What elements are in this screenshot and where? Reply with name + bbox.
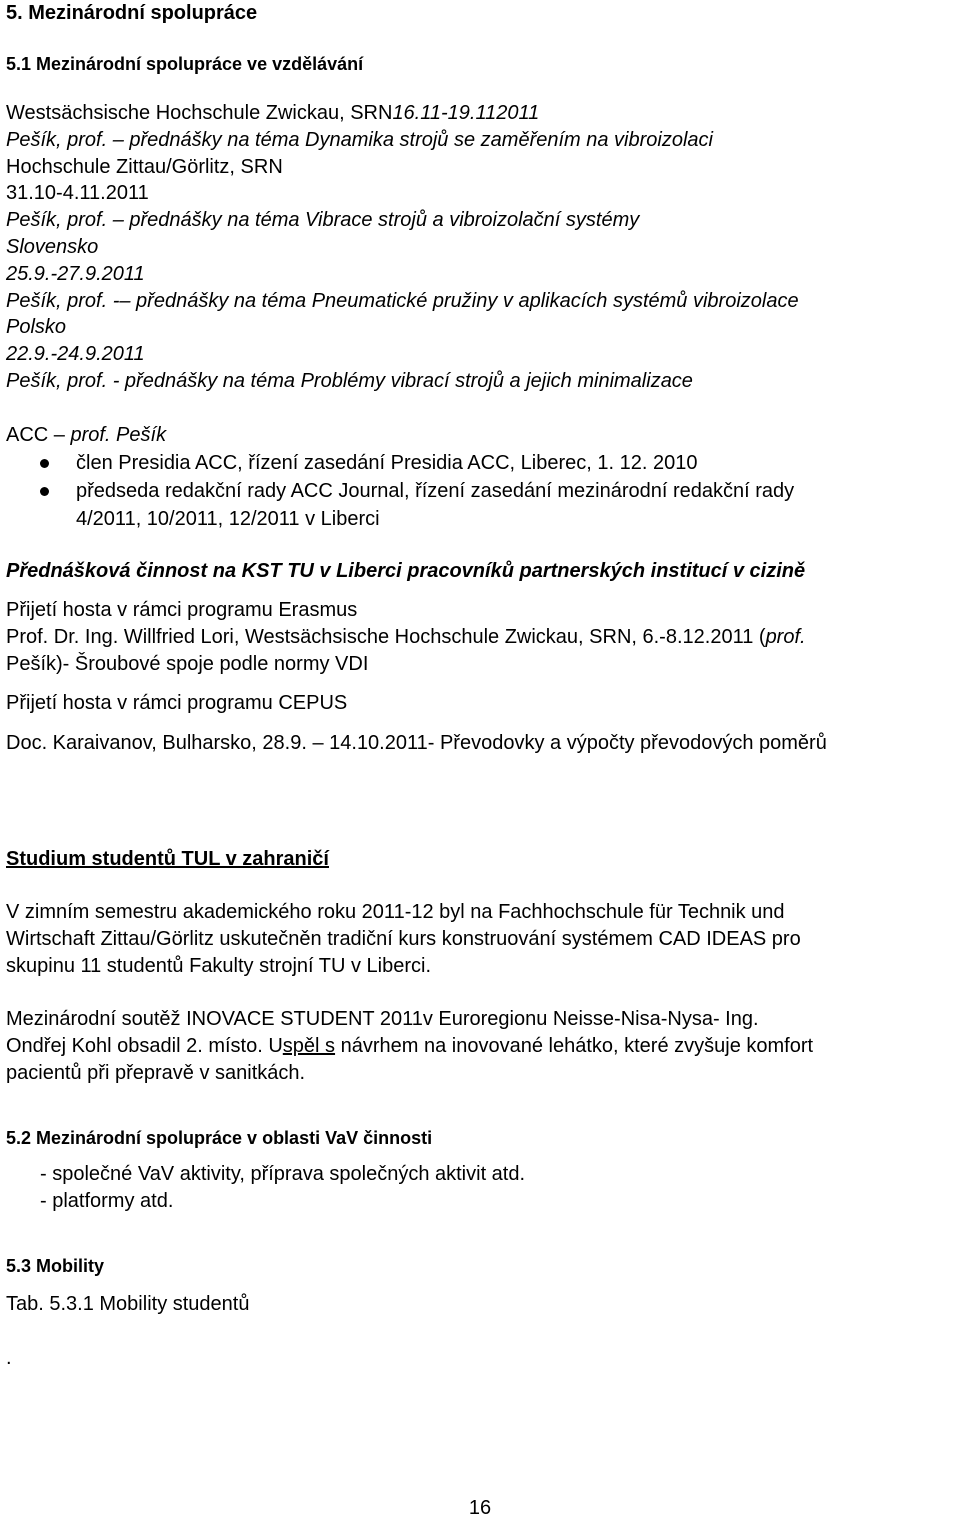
competition-text: návrhem na inovované lehátko, které zvyšuje komfort	[335, 1035, 814, 1057]
competition-line: Mezinárodní soutěž INOVACE STUDENT 2011v Euroregionu Neisse-Nisa-Nysa- Ing.	[6, 1008, 759, 1030]
study-paragraph-line: skupinu 11 studentů Fakulty strojní TU v Liberci.	[6, 955, 432, 977]
section-heading-5-3: 5.3 Mobility	[6, 1256, 105, 1276]
acc-bullet-item: předseda redakční rady ACC Journal, řízení zasedání mezinárodní redakční rady	[76, 480, 795, 502]
stray-dot: .	[6, 1347, 12, 1369]
erasmus-heading: Přijetí hosta v rámci programu Erasmus	[6, 599, 358, 621]
erasmus-guest-text: Prof. Dr. Ing. Willfried Lori, Westsächsische Hochschule Zwickau, SRN, 6.-8.12.2011 (	[6, 626, 766, 648]
acc-label-person: prof. Pešík	[70, 424, 167, 446]
cepus-heading: Přijetí hosta v rámci programu CEPUS	[6, 692, 348, 714]
section-heading-5-2: 5.2 Mezinárodní spolupráce v oblasti VaV činnosti	[6, 1128, 433, 1148]
study-paragraph-line: V zimním semestru akademického roku 2011-12 byl na Fachhochschule für Technik und	[6, 901, 785, 923]
page-number: 16	[468, 1497, 492, 1519]
study-title: Studium studentů TUL v zahraničí	[6, 848, 329, 870]
acc-bullet-continuation: 4/2011, 10/2011, 12/2011 v Liberci	[76, 508, 380, 530]
lecture-institution	[6, 101, 539, 125]
section-heading-5: 5. Mezinárodní spolupráce	[6, 2, 258, 24]
erasmus-guest	[6, 625, 806, 649]
acc-label-text: ACC –	[6, 424, 71, 446]
bullet-icon	[40, 459, 49, 468]
competition-text: Ondřej Kohl obsadil 2. místo. U	[6, 1035, 283, 1057]
lecture-detail: Pešík, prof. – přednášky na téma Dynamika strojů se zaměřením na vibroizolaci	[6, 129, 713, 151]
bullet-icon	[40, 487, 49, 496]
lecture-institution: Polsko	[6, 316, 67, 338]
vav-item: - platformy atd.	[40, 1190, 174, 1212]
vav-item: - společné VaV aktivity, příprava společných aktivit atd.	[40, 1163, 526, 1185]
lecture-date: 31.10-4.11.2011	[6, 182, 149, 204]
lecture-detail: Pešík, prof. – přednášky na téma Vibrace strojů a vibroizolační systémy	[6, 209, 640, 231]
competition-underlined: spěl s	[282, 1035, 336, 1057]
lecture-date: 25.9.-27.9.2011	[6, 263, 145, 285]
section-heading-5-1: 5.1 Mezinárodní spolupráce ve vzdělávání	[6, 54, 364, 74]
acc-label	[6, 423, 166, 447]
partners-title: Přednášková činnost na KST TU v Liberci pracovníků partnerských institucí v cizině	[6, 560, 806, 582]
cepus-guest: Doc. Karaivanov, Bulharsko, 28.9. – 14.10.2011- Převodovky a výpočty převodových poměrů	[6, 732, 827, 754]
erasmus-guest-host: prof.	[765, 626, 806, 648]
lecture-institution: Hochschule Zittau/Görlitz, SRN	[6, 156, 283, 178]
lecture-date: 16.11-19.112011	[392, 102, 540, 124]
institution-name: Westsächsische Hochschule Zwickau, SRN	[6, 102, 393, 124]
competition-line: pacientů při přepravě v sanitkách.	[6, 1062, 306, 1084]
study-paragraph-line: Wirtschaft Zittau/Görlitz uskutečněn tradiční kurs konstruování systémem CAD IDEAS pro	[6, 928, 801, 950]
lecture-detail: Pešík, prof. - přednášky na téma Problémy vibrací strojů a jejich minimalizace	[6, 370, 693, 392]
table-caption: Tab. 5.3.1 Mobility studentů	[6, 1293, 250, 1315]
lecture-detail: Pešík, prof. -– přednášky na téma Pneumatické pružiny v aplikacích systémů vibroizolace	[6, 290, 799, 312]
erasmus-topic: Pešík)- Šroubové spoje podle normy VDI	[6, 653, 369, 675]
lecture-institution: Slovensko	[6, 236, 99, 258]
competition-line	[6, 1034, 813, 1058]
lecture-date: 22.9.-24.9.2011	[6, 343, 145, 365]
acc-bullet-item: člen Presidia ACC, řízení zasedání Presidia ACC, Liberec, 1. 12. 2010	[76, 452, 698, 474]
